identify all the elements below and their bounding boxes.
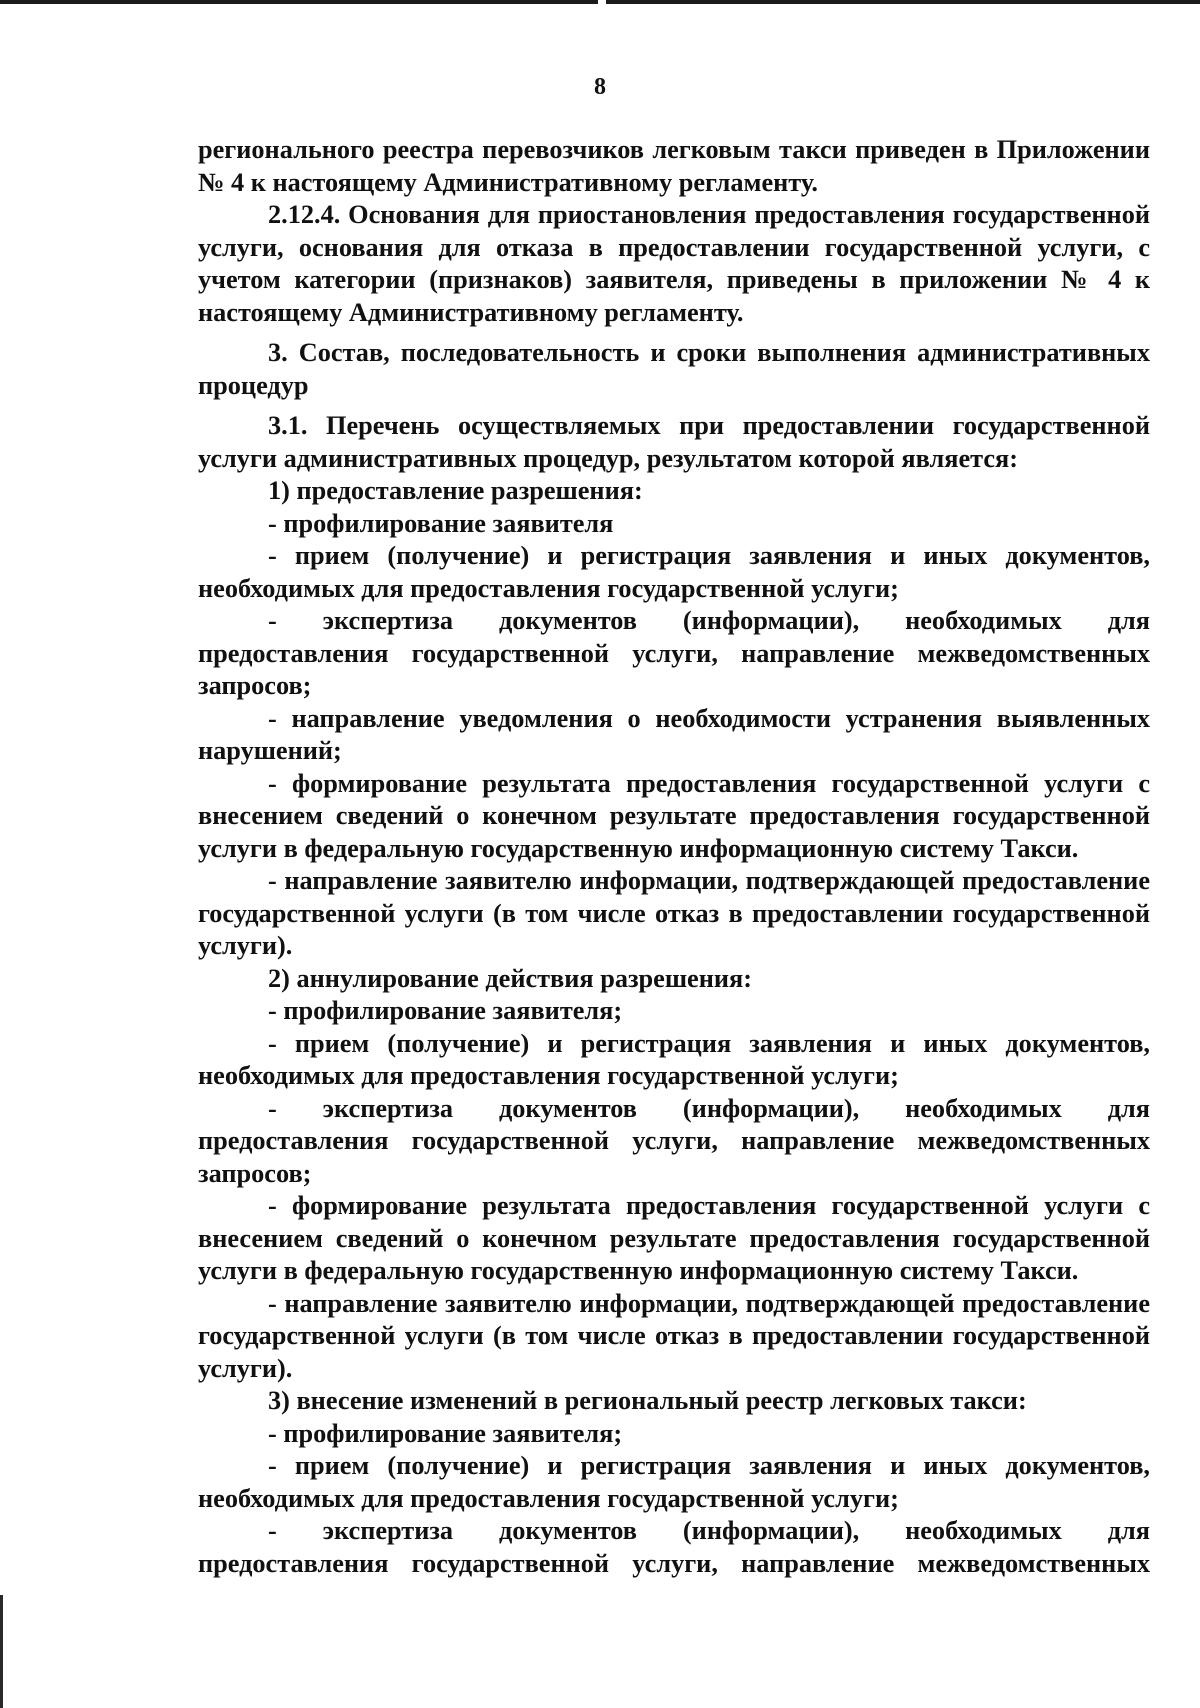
scan-edge-left (0, 1595, 3, 1708)
list-item: - направление заявителю информации, подтверждающей предоставление государственной услуги (в том числе отказ в предоставлении государственной услуги). (198, 866, 1150, 960)
page-number: 8 (594, 74, 606, 100)
list-item: - профилирование заявителя; (268, 996, 623, 1025)
section-heading-3: 3. Состав, последовательность и сроки выполнения административных процедур (198, 338, 1150, 400)
paragraph-continuation: регионального реестра перевозчиков легковым такси приведен в Приложении № 4 к настоящему Административному регламенту. (198, 135, 1150, 197)
list-item: - экспертиза документов (информации), необходимых для предоставления государственной услуги, направление межведомственных (198, 1516, 1150, 1578)
list-item: - прием (получение) и регистрация заявления и иных документов, необходимых для предоставления государственной услуги; (198, 1451, 1150, 1513)
list-item: - прием (получение) и регистрация заявления и иных документов, необходимых для предоставления государственной услуги; (198, 1028, 1150, 1090)
list-item: - экспертиза документов (информации), необходимых для предоставления государственной услуги, направление межведомственных запросов; (198, 1093, 1150, 1188)
list-item: - профилирование заявителя (268, 508, 614, 538)
list-item: - профилирование заявителя; (268, 1418, 623, 1448)
list-item: - прием (получение) и регистрация заявления и иных документов, необходимых для предоставления государственной услуги; (198, 541, 1150, 603)
list-item: - формирование результата предоставления государственной услуги с внесением сведений о конечном результате предоставления государственной услуги в федеральную государственную информационную систему Такси. (198, 1191, 1150, 1285)
paragraph-3-1: 3.1. Перечень осуществляемых при предоставлении государственной услуги административных процедур, результатом которой является: (198, 411, 1150, 473)
list-heading-1: 1) предоставление разрешения: (268, 476, 643, 505)
document-body (198, 134, 1150, 1580)
list-heading-3: 3) внесение изменений в региональный реестр легковых такси: (268, 1386, 1027, 1415)
list-heading-2: 2) аннулирование действия разрешения: (268, 963, 753, 993)
paragraph-2-12-4: 2.12.4. Основания для приостановления предоставления государственной услуги, основания для отказа в предоставлении государственной услуги, с учетом категории (признаков) заявителя, приведены в приложении № 4 к настоящему Административному регламенту. (198, 200, 1150, 327)
list-item: - направление заявителю информации, подтверждающей предоставление государственной услуги (в том числе отказ в предоставлении государственной услуги). (198, 1288, 1150, 1383)
scan-edge-gap (598, 0, 606, 4)
list-item: - формирование результата предоставления государственной услуги с внесением сведений о конечном результате предоставления государственной услуги в федеральную государственную информационную систему Такси. (198, 768, 1150, 863)
list-item: - экспертиза документов (информации), необходимых для предоставления государственной услуги, направление межведомственных запросов; (198, 606, 1150, 700)
list-item: - направление уведомления о необходимости устранения выявленных нарушений; (198, 703, 1150, 765)
